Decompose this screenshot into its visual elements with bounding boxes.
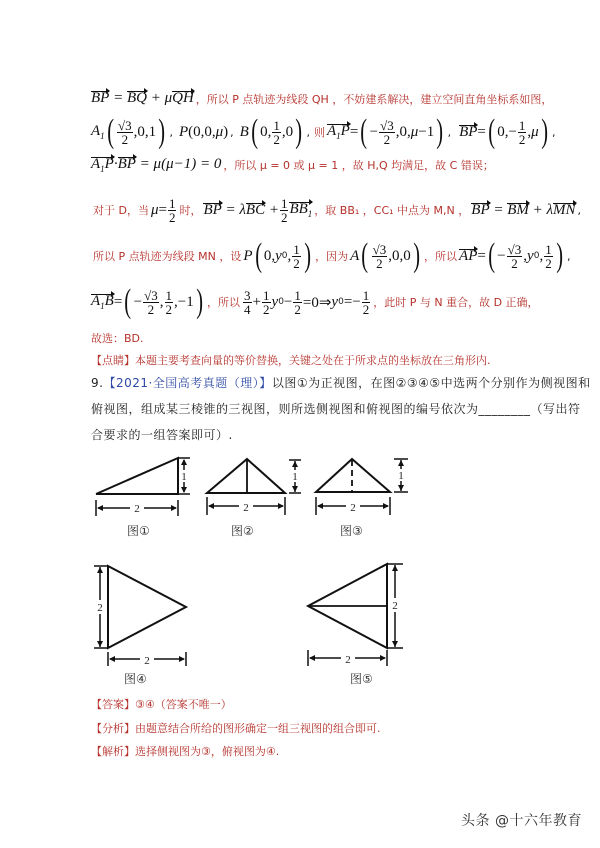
svg-text:1: 1 <box>181 471 187 483</box>
figure-3-label: 图③ <box>340 524 363 538</box>
solution-line-2: $A_1$ ( $\frac{√3}{2}$ ,0,1 ) , P (0,0, μ ) , B ( 0, $\frac{1}{2}$ ,0 ) , 则 $A_1P$ = ( − $\frac{√3}{2}$ ,0, μ −1 ) , BP = ( 0,− $\frac{1}{2}$ , μ ) , <box>91 113 556 150</box>
answer-tag: 【答案】 <box>91 698 135 711</box>
figure-4-triangle-right-pointing <box>90 562 195 667</box>
svg-text:2: 2 <box>144 655 150 667</box>
analysis-line <box>91 720 530 736</box>
explanation-text: ，所以 μ = 0 或 μ = 1 ，故 H,Q 均满足，故 C 错误； <box>223 159 494 172</box>
figure-1-right-triangle <box>90 452 215 522</box>
question-9-line-3: 合要求的一组答案即可）. <box>91 428 233 442</box>
figure-5-label: 图⑤ <box>350 672 373 686</box>
svg-text:2: 2 <box>350 502 356 514</box>
svg-text:1: 1 <box>398 470 404 482</box>
question-9-line-1: 9. 【2021·全国高考真题（理）】 以图①为正视图，在图②③④⑤中选两个分别作为侧视图和 <box>91 375 591 390</box>
solution-line-4: 对于 D，当 μ = $\frac{1}{2}$ 时， BP = λBC + $\frac{1}{2}$ $BB_1$ ，取 BB₁ ，CC₁ 中点为 M,N ， BP = BM + λMN , <box>93 195 582 225</box>
svg-text:2: 2 <box>134 503 140 515</box>
figure-4-label: 图④ <box>124 672 147 686</box>
solution-line-3: $A_1P\cdot BP = \mu(\mu-1) = 0$ ，所以 μ = 0 或 μ = 1 ，故 H,Q 均满足，故 C 错误； <box>91 156 494 174</box>
final-choice: 故选：BD. <box>91 332 144 345</box>
figure-2-label: 图② <box>231 524 254 538</box>
figure-2-triangle-solid-altitude <box>203 455 303 523</box>
explanation-text: ，所以 P 点轨迹为线段 QH ，不妨建系解决，建立空间直角坐标系如图， <box>195 92 553 106</box>
solution-tag: 【解析】 <box>91 745 135 758</box>
svg-text:2: 2 <box>97 602 103 614</box>
watermark: 头条 @十六年教育 <box>461 813 582 829</box>
figure-1-label: 图① <box>127 524 150 538</box>
svg-text:2: 2 <box>392 600 398 612</box>
solution-line-5: 所以 P 点轨迹为线段 MN ，设 P ( 0, y 0 , $\frac{1}{2}$ ) ，因为 A ( $\frac{√3}{2}$ ,0,0 ) ，所以 AP = ( − $\frac{√3}{2}$ , y 0 , $\frac{1}{2}$ ) , <box>93 237 571 274</box>
question-9-line-2: 俯视图，组成某三棱锥的三视图，则所选侧视图和俯视图的编号依次为________（写出符 <box>91 402 581 416</box>
svg-text:2: 2 <box>243 502 249 514</box>
vector-equation: BP = BQ + μQH <box>91 90 194 106</box>
solution-line-1 <box>91 90 553 107</box>
comment-tag: 【点睛】 <box>91 354 135 367</box>
solution-line-6: $A_1B$ = ( − $\frac{√3}{2}$ , $\frac{1}{2}$ ,−1 ) ，所以 $\frac{3}{4}$ + $\frac{1}{2}$ y 0 − $\frac{1}{2}$ =0⇒ y 0 =− $\frac{1}{2}$ ，此时 P 与 N 重合，故 D 正确， <box>91 283 539 320</box>
solution-text: 选择侧视图为③，俯视图为④. <box>135 745 280 758</box>
question-source: 【2021·全国高考真题（理）】 <box>103 376 272 390</box>
analysis-text: 由题意结合所给的图形确定一组三视图的组合即可. <box>135 722 381 735</box>
svg-text:2: 2 <box>345 654 351 666</box>
figure-5-triangle-left-pointing-median <box>305 560 415 668</box>
solution-line <box>91 743 530 759</box>
svg-text:1: 1 <box>292 471 298 483</box>
comment-line <box>91 352 530 368</box>
comment-text: 本题主要考查向量的等价替换，关键之处在于所求点的坐标放在三角形内. <box>135 354 491 367</box>
figure-3-triangle-dashed-altitude <box>312 455 412 523</box>
answer-text: ③④（答案不唯一） <box>135 698 232 711</box>
analysis-tag: 【分析】 <box>91 722 135 735</box>
answer-line <box>91 696 530 712</box>
